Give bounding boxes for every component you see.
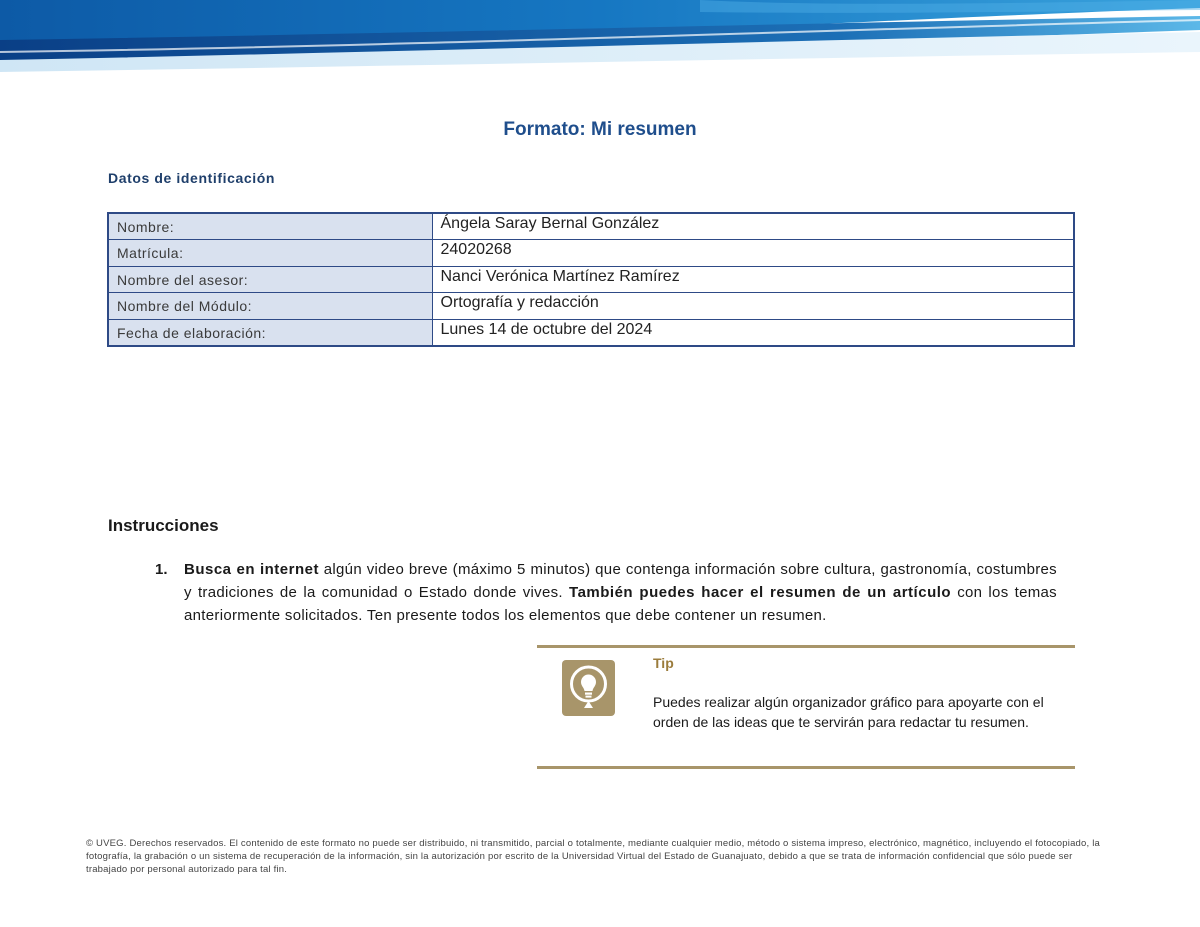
instruction-bold-article: También puedes hacer el resumen de un artículo [569, 584, 952, 601]
instructions-list [155, 558, 1057, 627]
banner-graphic [0, 0, 1200, 75]
section-label-identification: Datos de identificación [108, 170, 276, 186]
label-matricula: Matrícula: [108, 240, 432, 267]
label-fecha: Fecha de elaboración: [108, 319, 432, 346]
lightbulb-icon [562, 660, 615, 716]
instruction-bold-search: Busca en internet [184, 561, 319, 578]
header-banner [0, 0, 1200, 75]
value-nombre: Ángela Saray Bernal González [432, 213, 1074, 240]
table-row [108, 266, 1074, 293]
value-modulo: Ortografía y redacción [432, 293, 1074, 320]
label-asesor: Nombre del asesor: [108, 266, 432, 293]
tip-title: Tip [653, 655, 674, 671]
table-row [108, 213, 1074, 240]
value-asesor: Nanci Verónica Martínez Ramírez [432, 266, 1074, 293]
instruction-text-video: algún video breve (máximo 5 minutos) que contenga información sobre cultura, gastronomía, costumbres y tradiciones de la comunidad o Estado donde vives. [184, 561, 1057, 601]
table-row [108, 293, 1074, 320]
document-title: Formato: Mi resumen [503, 119, 697, 140]
value-matricula: 24020268 [432, 240, 1074, 267]
table-row [108, 240, 1074, 267]
value-fecha: Lunes 14 de octubre del 2024 [432, 319, 1074, 346]
table-row [108, 319, 1074, 346]
list-item-number: 1. [155, 561, 168, 578]
tip-text: Puedes realizar algún organizador gráfico para apoyarte con el orden de las ideas que te servirán para redactar tu resumen. [653, 694, 1044, 730]
tip-box [537, 645, 1075, 769]
label-nombre: Nombre: [108, 213, 432, 240]
instructions-heading: Instrucciones [108, 516, 219, 535]
instruction-text-topics: con los temas anteriormente solicitados. Ten presente todos los elementos que debe contener un resumen. [184, 584, 1057, 624]
identification-table [107, 212, 1075, 347]
label-modulo: Nombre del Módulo: [108, 293, 432, 320]
copyright-footer: © UVEG. Derechos reservados. El contenido de este formato no puede ser distribuido, ni transmitido, parcial o totalmente, mediante cualquier medio, método o sistema impreso, electrónico, magnético, incluyendo el fotocopiado, la fotografía, la grabación o un sistema de recuperación de la información, sin la autorización por escrito de la Universidad Virtual del Estado de Guanajuato, debido a que se trata de información confidencial que sólo puede ser trabajado por personal autorizado para tal fin. [86, 838, 1100, 875]
list-item [184, 558, 1057, 627]
